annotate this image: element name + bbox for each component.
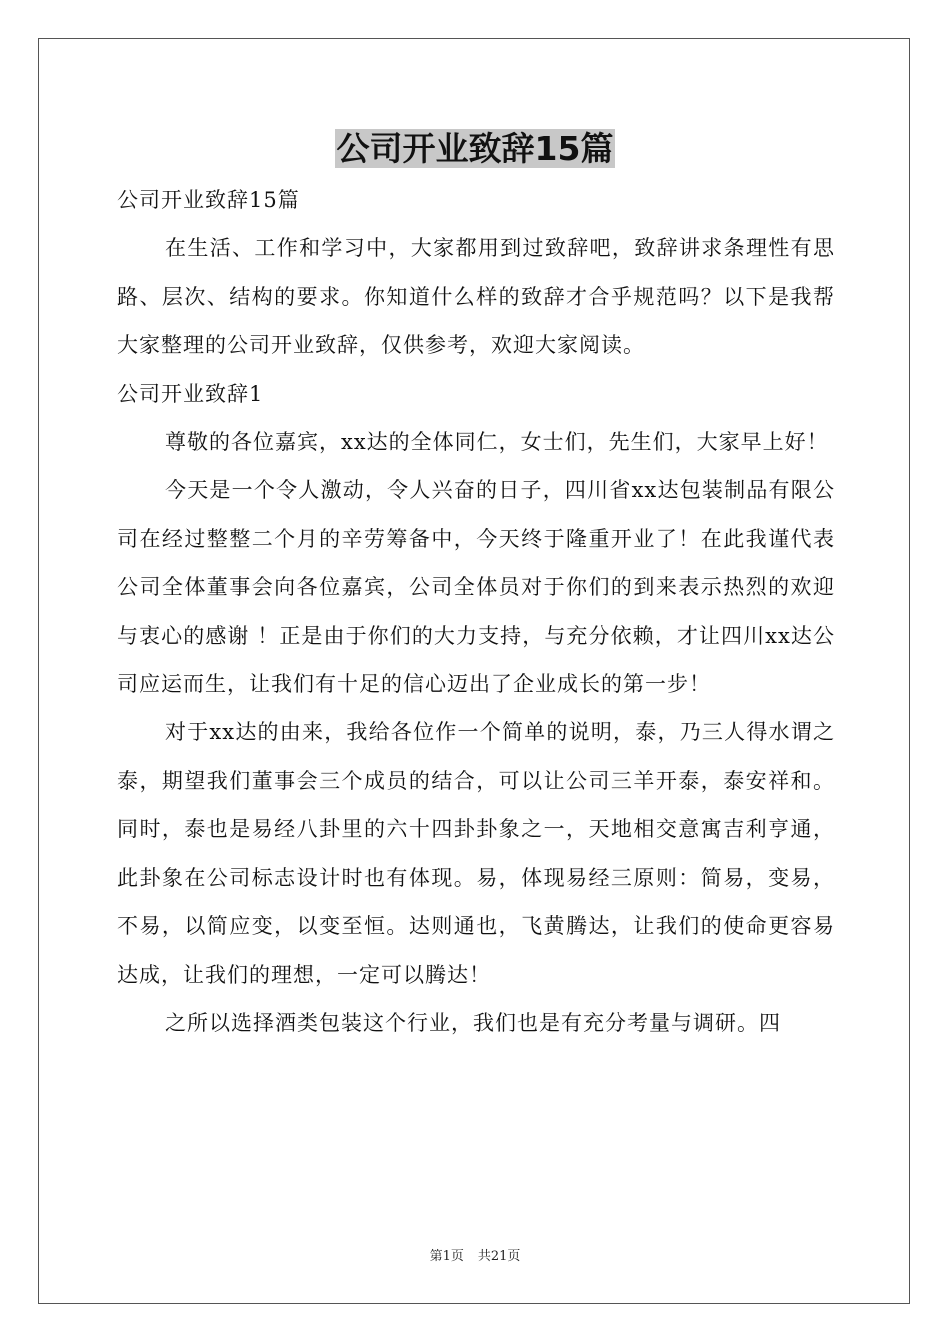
document-body xyxy=(117,176,835,1047)
paragraph: 今天是一个令人激动，令人兴奋的日子，四川省xx达包装制品有限公司在经过整整二个月的辛劳筹备中，今天终于隆重开业了！在此我谨代表公司全体董事会向各位嘉宾，公司全体员对于你们的到来表示热烈的欢迎与衷心的感谢 ！正是由于你们的大力支持，与充分依赖，才让四川xx达公司应运而生，让我们有十足的信心迈出了企业成长的第一步！ xyxy=(117,478,835,697)
paragraph: 对于xx达的由来，我给各位作一个简单的说明，泰，乃三人得水谓之泰，期望我们董事会三个成员的结合，可以让公司三羊开泰，泰安祥和。同时，泰也是易经八卦里的六十四卦卦象之一，天地相交意寓吉利亨通，此卦象在公司标志设计时也有体现。易，体现易经三原则：简易，变易，不易，以简应变，以变至恒。达则通也，飞黄腾达，让我们的使命更容易达成，让我们的理想，一定可以腾达！ xyxy=(117,720,835,987)
paragraph: 公司开业致辞15篇 xyxy=(117,188,300,212)
document-title-text: 公司开业致辞15篇 xyxy=(336,129,614,168)
page-footer xyxy=(0,1248,950,1266)
paragraph: 尊敬的各位嘉宾，xx达的全体同仁，女士们，先生们，大家早上好！ xyxy=(165,430,829,455)
document-title xyxy=(0,126,950,172)
page-number: 第1页 xyxy=(429,1249,464,1264)
paragraph: 之所以选择酒类包装这个行业，我们也是有充分考量与调研。四 xyxy=(165,1010,781,1035)
page-total: 共21页 xyxy=(477,1249,521,1264)
paragraph: 公司开业致辞1 xyxy=(117,381,264,406)
paragraph: 在生活、工作和学习中，大家都用到过致辞吧，致辞讲求条理性有思路、层次、结构的要求。你知道什么样的致辞才合乎规范吗？以下是我帮大家整理的公司开业致辞，仅供参考，欢迎大家阅读。 xyxy=(117,236,835,358)
